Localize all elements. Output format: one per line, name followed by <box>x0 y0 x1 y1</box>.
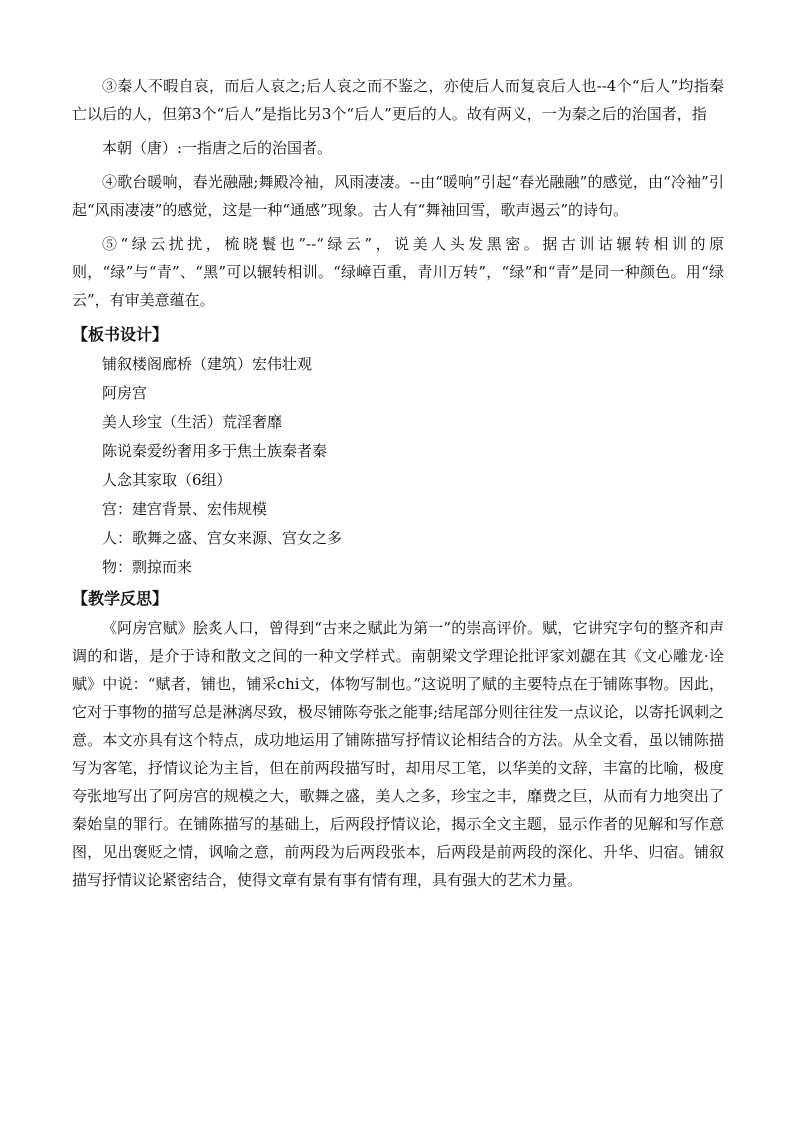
board-line-7: 人：歌舞之盛、宫女来源、宫女之多 <box>102 529 343 547</box>
page-content <box>72 72 724 900</box>
board-line-3: 美人珍宝（生活）荒淫奢靡 <box>102 413 283 431</box>
board-line-4: 陈说秦爱纷奢用多于焦土族秦者秦 <box>102 442 328 460</box>
board-design-list <box>72 350 724 582</box>
note-item-5: ⑤“绿云扰扰，梳晓鬟也”--“绿云”，说美人头发黑密。据古训诂辗转相训的原则，“绿”与“青”、“黑”可以辗转相训。“绿嶂百重，青川万转”，“绿”和“青”是同一种颜色。用“绿云”，有审美意蕴在。 <box>72 235 724 309</box>
board-design-heading: 【板书设计】 <box>72 325 169 344</box>
board-line-5: 人念其家取（6组） <box>102 471 232 489</box>
board-line-6: 宫：建宫背景、宏伟规模 <box>102 500 268 518</box>
board-line-2: 阿房宫 <box>102 384 148 402</box>
note-item-3-continued: 本朝（唐）:一指唐之后的治国者。 <box>102 139 333 157</box>
note-item-3: ③秦人不暇自哀，而后人哀之;后人哀之而不鉴之，亦使后人而复哀后人也--4个“后人”均指秦亡以后的人，但第3个“后人”是指比另3个“后人”更后的人。故有两义，一为秦之后的治国者，指 <box>72 77 724 123</box>
teaching-reflection-heading: 【教学反思】 <box>72 589 169 608</box>
teaching-reflection-body: 《阿房宫赋》脍炙人口，曾得到“古来之赋此为第一”的崇高评价。赋，它讲究字句的整齐和声调的和谐，是介于诗和散文之间的一种文学样式。南朝梁文学理论批评家刘勰在其《文心雕龙·诠赋》中说：“赋者，铺也，铺采chi文，体物写制也。”这说明了赋的主要特点在于铺陈事物。因此，它对于事物的描写总是淋漓尽致，极尽铺陈夸张之能事;结尾部分则往往发一点议论，以寄托讽刺之意。本文亦具有这个特点，成功地运用了铺陈描写抒情议论相结合的方法。从全文看，虽以铺陈描写为客笔，抒情议论为主旨，但在前两段描写时，却用尽工笔，以华美的文辞，丰富的比喻，极度夸张地写出了阿房宫的规模之大，歌舞之盛，美人之多，珍宝之丰，靡费之巨，从而有力地突出了秦始皇的罪行。在铺陈描写的基础上，后两段抒情议论，揭示全文主题，显示作者的见解和写作意图，见出褒贬之情，讽喻之意，前两段为后两段张本，后两段是前两段的深化、升华、归宿。铺叙描写抒情议论紧密结合，使得文章有景有事有情有理，具有强大的艺术力量。 <box>72 619 724 889</box>
note-item-4: ④歌台暖响，春光融融;舞殿冷袖，风雨凄凄。--由“暖响”引起“春光融融”的感觉，由“冷袖”引起“风雨凄凄”的感觉，这是一种“通感”现象。古人有“舞袖回雪，歌声遏云”的诗句。 <box>72 173 724 219</box>
board-line-8: 物：剽掠而来 <box>102 558 193 576</box>
board-line-1: 铺叙楼阁廊桥（建筑）宏伟壮观 <box>102 355 313 373</box>
